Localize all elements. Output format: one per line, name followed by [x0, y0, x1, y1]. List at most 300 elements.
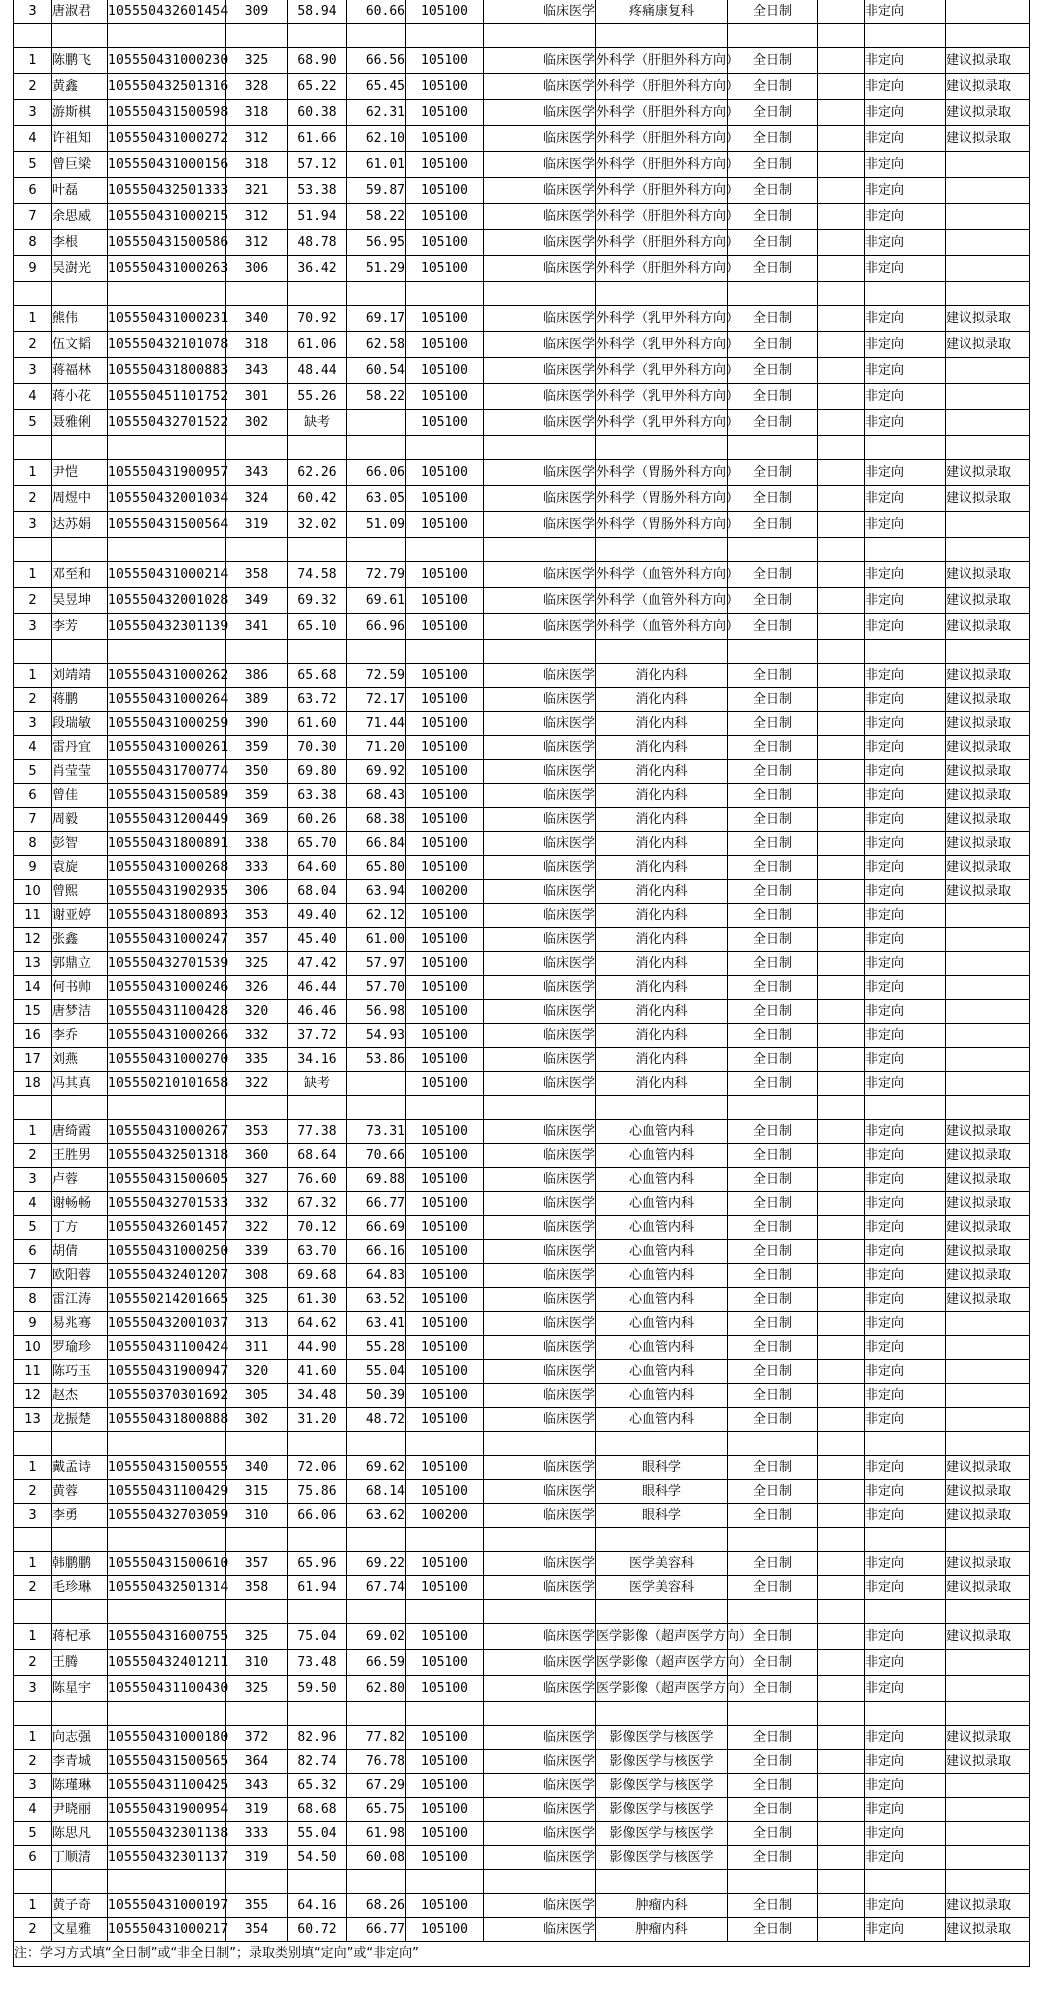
study-mode: 全日制 [728, 1216, 818, 1240]
row-number: 4 [14, 1192, 52, 1216]
retest-score: 64.16 [288, 1894, 347, 1918]
initial-score: 358 [226, 562, 288, 588]
total-score: 76.78 [347, 1750, 406, 1774]
retest-score: 64.60 [288, 856, 347, 880]
empty-cell [484, 538, 596, 562]
empty-cell [818, 1750, 865, 1774]
retest-score: 76.60 [288, 1168, 347, 1192]
empty-cell [728, 640, 818, 664]
retest-score: 69.68 [288, 1264, 347, 1288]
initial-score: 324 [226, 486, 288, 512]
empty-cell [818, 1384, 865, 1408]
empty-cell [288, 1870, 347, 1894]
exam-id: 105550432703059 [108, 1504, 226, 1528]
empty-cell [108, 1702, 226, 1726]
table-row [14, 1676, 1030, 1702]
major-code: 105100 [406, 1774, 484, 1798]
study-mode: 全日制 [728, 384, 818, 410]
total-score: 63.41 [347, 1312, 406, 1336]
student-name: 袁旋 [52, 856, 108, 880]
retest-score: 61.60 [288, 712, 347, 736]
empty-cell [728, 538, 818, 562]
study-mode: 全日制 [728, 880, 818, 904]
department: 临床医学 [484, 48, 596, 74]
exam-id: 105550431500564 [108, 512, 226, 538]
empty-cell [818, 1726, 865, 1750]
admission-category: 非定向 [865, 178, 946, 204]
row-number: 3 [14, 1504, 52, 1528]
study-mode: 全日制 [728, 1894, 818, 1918]
department: 临床医学 [484, 410, 596, 436]
admission-category: 非定向 [865, 1624, 946, 1650]
student-name: 游斯棋 [52, 100, 108, 126]
row-number: 2 [14, 688, 52, 712]
exam-id: 105550431900947 [108, 1360, 226, 1384]
department: 临床医学 [484, 358, 596, 384]
initial-score: 353 [226, 904, 288, 928]
department: 临床医学 [484, 1774, 596, 1798]
group-separator-row [14, 282, 1030, 306]
admission-category: 非定向 [865, 1336, 946, 1360]
major-direction: 消化内科 [596, 856, 728, 880]
major-code: 105100 [406, 74, 484, 100]
table-row [14, 952, 1030, 976]
retest-score: 68.68 [288, 1798, 347, 1822]
admission-category: 非定向 [865, 1120, 946, 1144]
student-name: 谢畅畅 [52, 1192, 108, 1216]
major-direction: 疼痛康复科 [596, 0, 728, 24]
total-score: 50.39 [347, 1384, 406, 1408]
exam-id: 105550431800888 [108, 1408, 226, 1432]
retest-score: 36.42 [288, 256, 347, 282]
department: 临床医学 [484, 1456, 596, 1480]
admission-category: 非定向 [865, 832, 946, 856]
row-number: 2 [14, 1650, 52, 1676]
row-number: 1 [14, 664, 52, 688]
department: 临床医学 [484, 1024, 596, 1048]
major-direction: 影像医学与核医学 [596, 1750, 728, 1774]
student-name: 唐梦洁 [52, 1000, 108, 1024]
student-name: 陈巧玉 [52, 1360, 108, 1384]
admission-category: 非定向 [865, 230, 946, 256]
department: 临床医学 [484, 856, 596, 880]
total-score: 53.86 [347, 1048, 406, 1072]
empty-cell [14, 1528, 52, 1552]
department: 临床医学 [484, 1384, 596, 1408]
study-mode: 全日制 [728, 1048, 818, 1072]
empty-cell [818, 0, 865, 24]
admission-category: 非定向 [865, 614, 946, 640]
empty-cell [14, 1432, 52, 1456]
admission-category: 非定向 [865, 306, 946, 332]
empty-cell [52, 1432, 108, 1456]
major-code: 105100 [406, 1216, 484, 1240]
empty-cell [818, 1096, 865, 1120]
initial-score: 322 [226, 1216, 288, 1240]
total-score: 66.84 [347, 832, 406, 856]
student-name: 戴孟诗 [52, 1456, 108, 1480]
major-direction: 医学影像（超声医学方向） [596, 1676, 728, 1702]
department: 临床医学 [484, 1144, 596, 1168]
empty-cell [14, 24, 52, 48]
group-separator-row [14, 1096, 1030, 1120]
empty-cell [347, 1702, 406, 1726]
retest-score: 73.48 [288, 1650, 347, 1676]
initial-score: 319 [226, 1798, 288, 1822]
empty-cell [818, 282, 865, 306]
major-direction: 消化内科 [596, 664, 728, 688]
major-code: 105100 [406, 1072, 484, 1096]
admission-recommendation: 建议拟录取 [946, 74, 1030, 100]
study-mode: 全日制 [728, 588, 818, 614]
study-mode: 全日制 [728, 1846, 818, 1870]
major-direction: 医学影像（超声医学方向） [596, 1624, 728, 1650]
student-name: 向志强 [52, 1726, 108, 1750]
study-mode: 全日制 [728, 1676, 818, 1702]
admission-recommendation: 建议拟录取 [946, 712, 1030, 736]
exam-id: 105550431900954 [108, 1798, 226, 1822]
empty-cell [288, 1096, 347, 1120]
major-direction: 心血管内科 [596, 1384, 728, 1408]
admission-recommendation [946, 1072, 1030, 1096]
admission-category: 非定向 [865, 1312, 946, 1336]
major-code: 105100 [406, 256, 484, 282]
retest-score: 64.62 [288, 1312, 347, 1336]
table-row [14, 1822, 1030, 1846]
row-number: 2 [14, 1480, 52, 1504]
table-row [14, 1264, 1030, 1288]
table-row [14, 178, 1030, 204]
empty-cell [484, 640, 596, 664]
empty-cell [946, 1702, 1030, 1726]
retest-score: 65.32 [288, 1774, 347, 1798]
empty-cell [52, 24, 108, 48]
total-score: 66.56 [347, 48, 406, 74]
major-code: 105100 [406, 614, 484, 640]
major-code: 105100 [406, 1650, 484, 1676]
row-number: 3 [14, 614, 52, 640]
study-mode: 全日制 [728, 1624, 818, 1650]
empty-cell [818, 1048, 865, 1072]
empty-cell [108, 538, 226, 562]
row-number: 13 [14, 952, 52, 976]
empty-cell [406, 1432, 484, 1456]
empty-cell [406, 436, 484, 460]
empty-cell [347, 1096, 406, 1120]
major-direction: 消化内科 [596, 832, 728, 856]
empty-cell [818, 1288, 865, 1312]
empty-cell [596, 538, 728, 562]
study-mode: 全日制 [728, 332, 818, 358]
student-name: 韩鹏鹏 [52, 1552, 108, 1576]
admission-recommendation [946, 1384, 1030, 1408]
department: 临床医学 [484, 688, 596, 712]
student-name: 曾佳 [52, 784, 108, 808]
study-mode: 全日制 [728, 1774, 818, 1798]
empty-cell [946, 1096, 1030, 1120]
admission-category: 非定向 [865, 1552, 946, 1576]
student-name: 李乔 [52, 1024, 108, 1048]
admission-recommendation [946, 1798, 1030, 1822]
initial-score: 312 [226, 204, 288, 230]
department: 临床医学 [484, 832, 596, 856]
table-body [14, 0, 1030, 1967]
exam-id: 105550431000261 [108, 736, 226, 760]
student-name: 郭鼎立 [52, 952, 108, 976]
empty-cell [52, 436, 108, 460]
department: 临床医学 [484, 100, 596, 126]
major-code: 105100 [406, 1024, 484, 1048]
empty-cell [347, 282, 406, 306]
empty-cell [818, 1144, 865, 1168]
exam-id: 105550431000156 [108, 152, 226, 178]
table-row [14, 808, 1030, 832]
admission-recommendation [946, 178, 1030, 204]
study-mode: 全日制 [728, 512, 818, 538]
major-direction: 消化内科 [596, 1072, 728, 1096]
table-row [14, 588, 1030, 614]
major-code: 105100 [406, 1750, 484, 1774]
empty-cell [818, 1432, 865, 1456]
student-name: 刘燕 [52, 1048, 108, 1072]
empty-cell [818, 178, 865, 204]
department: 临床医学 [484, 1192, 596, 1216]
empty-cell [52, 1096, 108, 1120]
student-name: 许祖知 [52, 126, 108, 152]
initial-score: 320 [226, 1000, 288, 1024]
student-name: 蒋鹏 [52, 688, 108, 712]
major-code: 105100 [406, 1408, 484, 1432]
major-direction: 外科学（乳甲外科方向） [596, 332, 728, 358]
empty-cell [946, 1432, 1030, 1456]
admission-recommendation: 建议拟录取 [946, 736, 1030, 760]
retest-score: 65.96 [288, 1552, 347, 1576]
admission-category: 非定向 [865, 1918, 946, 1942]
major-code: 105100 [406, 152, 484, 178]
exam-id: 105550432401207 [108, 1264, 226, 1288]
table-row [14, 1024, 1030, 1048]
study-mode: 全日制 [728, 306, 818, 332]
table-row [14, 486, 1030, 512]
initial-score: 312 [226, 126, 288, 152]
major-direction: 影像医学与核医学 [596, 1726, 728, 1750]
empty-cell [347, 436, 406, 460]
admission-recommendation: 建议拟录取 [946, 486, 1030, 512]
major-code: 105100 [406, 486, 484, 512]
study-mode: 全日制 [728, 832, 818, 856]
exam-id: 105550432401211 [108, 1650, 226, 1676]
row-number: 4 [14, 1798, 52, 1822]
empty-cell [818, 952, 865, 976]
major-direction: 消化内科 [596, 1048, 728, 1072]
empty-cell [865, 1528, 946, 1552]
total-score: 69.22 [347, 1552, 406, 1576]
empty-cell [406, 24, 484, 48]
table-row [14, 1216, 1030, 1240]
admission-category: 非定向 [865, 204, 946, 230]
admission-recommendation [946, 1650, 1030, 1676]
table-row [14, 1750, 1030, 1774]
empty-cell [818, 588, 865, 614]
empty-cell [818, 1168, 865, 1192]
total-score: 66.77 [347, 1192, 406, 1216]
exam-id: 105550432101078 [108, 332, 226, 358]
table-row [14, 126, 1030, 152]
empty-cell [818, 306, 865, 332]
total-score [347, 410, 406, 436]
study-mode: 全日制 [728, 358, 818, 384]
empty-cell [818, 664, 865, 688]
empty-cell [818, 1408, 865, 1432]
major-direction: 肿瘤内科 [596, 1918, 728, 1942]
exam-id: 105550431500598 [108, 100, 226, 126]
empty-cell [596, 24, 728, 48]
retest-score: 32.02 [288, 512, 347, 538]
admission-recommendation: 建议拟录取 [946, 332, 1030, 358]
initial-score: 333 [226, 1822, 288, 1846]
department: 临床医学 [484, 332, 596, 358]
initial-score: 357 [226, 928, 288, 952]
student-name: 王腾 [52, 1650, 108, 1676]
admission-recommendation: 建议拟录取 [946, 1240, 1030, 1264]
retest-score: 75.86 [288, 1480, 347, 1504]
exam-id: 105550431000231 [108, 306, 226, 332]
admission-category: 非定向 [865, 1408, 946, 1432]
exam-id: 105550432301137 [108, 1846, 226, 1870]
total-score: 70.66 [347, 1144, 406, 1168]
empty-cell [818, 1120, 865, 1144]
initial-score: 338 [226, 832, 288, 856]
total-score: 63.52 [347, 1288, 406, 1312]
empty-cell [818, 126, 865, 152]
empty-cell [484, 1870, 596, 1894]
initial-score: 353 [226, 1120, 288, 1144]
empty-cell [226, 1432, 288, 1456]
exam-id: 105550432701539 [108, 952, 226, 976]
empty-cell [818, 230, 865, 256]
student-name: 伍文韬 [52, 332, 108, 358]
study-mode: 全日制 [728, 1384, 818, 1408]
major-direction: 眼科学 [596, 1456, 728, 1480]
admission-recommendation [946, 976, 1030, 1000]
department: 临床医学 [484, 1000, 596, 1024]
row-number: 10 [14, 880, 52, 904]
exam-id: 105550432501333 [108, 178, 226, 204]
exam-id: 105550432701522 [108, 410, 226, 436]
table-row [14, 230, 1030, 256]
admission-recommendation [946, 904, 1030, 928]
study-mode: 全日制 [728, 760, 818, 784]
empty-cell [865, 1702, 946, 1726]
total-score: 61.00 [347, 928, 406, 952]
table-row [14, 204, 1030, 230]
initial-score: 302 [226, 410, 288, 436]
admission-recommendation [946, 1846, 1030, 1870]
student-name: 李根 [52, 230, 108, 256]
exam-id: 105550432301138 [108, 1822, 226, 1846]
empty-cell [818, 1528, 865, 1552]
initial-score: 364 [226, 1750, 288, 1774]
department: 临床医学 [484, 486, 596, 512]
empty-cell [818, 1312, 865, 1336]
empty-cell [406, 1600, 484, 1624]
group-separator-row [14, 1870, 1030, 1894]
study-mode: 全日制 [728, 1552, 818, 1576]
department: 临床医学 [484, 1360, 596, 1384]
retest-score: 48.78 [288, 230, 347, 256]
admission-recommendation [946, 952, 1030, 976]
major-code: 105100 [406, 1312, 484, 1336]
empty-cell [347, 1432, 406, 1456]
initial-score: 340 [226, 306, 288, 332]
student-name: 李青城 [52, 1750, 108, 1774]
total-score: 60.08 [347, 1846, 406, 1870]
table-row [14, 1408, 1030, 1432]
major-code: 105100 [406, 856, 484, 880]
empty-cell [226, 282, 288, 306]
row-number: 9 [14, 256, 52, 282]
exam-id: 105550432601457 [108, 1216, 226, 1240]
admission-category: 非定向 [865, 358, 946, 384]
student-name: 张鑫 [52, 928, 108, 952]
row-number: 1 [14, 306, 52, 332]
admission-category: 非定向 [865, 760, 946, 784]
table-row [14, 1918, 1030, 1942]
empty-cell [818, 1624, 865, 1650]
row-number: 2 [14, 1144, 52, 1168]
study-mode: 全日制 [728, 1360, 818, 1384]
department: 临床医学 [484, 1408, 596, 1432]
exam-id: 105550432001028 [108, 588, 226, 614]
exam-id: 105550431500555 [108, 1456, 226, 1480]
study-mode: 全日制 [728, 1000, 818, 1024]
empty-cell [818, 562, 865, 588]
study-mode: 全日制 [728, 1264, 818, 1288]
admission-category: 非定向 [865, 736, 946, 760]
exam-id: 105550431000266 [108, 1024, 226, 1048]
row-number: 4 [14, 736, 52, 760]
empty-cell [52, 1528, 108, 1552]
exam-id: 105550431000180 [108, 1726, 226, 1750]
total-score: 69.88 [347, 1168, 406, 1192]
major-direction: 心血管内科 [596, 1216, 728, 1240]
empty-cell [728, 1702, 818, 1726]
total-score: 68.26 [347, 1894, 406, 1918]
admission-category: 非定向 [865, 1480, 946, 1504]
admission-recommendation: 建议拟录取 [946, 1120, 1030, 1144]
student-name: 肖莹莹 [52, 760, 108, 784]
student-name: 陈星宇 [52, 1676, 108, 1702]
admission-category: 非定向 [865, 1650, 946, 1676]
empty-cell [818, 1360, 865, 1384]
retest-score: 58.94 [288, 0, 347, 24]
major-direction: 外科学（肝胆外科方向） [596, 74, 728, 100]
row-number: 8 [14, 832, 52, 856]
empty-cell [818, 1480, 865, 1504]
table-row [14, 306, 1030, 332]
department: 临床医学 [484, 1576, 596, 1600]
department: 临床医学 [484, 614, 596, 640]
exam-id: 105550431600755 [108, 1624, 226, 1650]
table-row [14, 688, 1030, 712]
empty-cell [818, 1264, 865, 1288]
table-row [14, 784, 1030, 808]
student-name: 黄子奇 [52, 1894, 108, 1918]
retest-score: 60.72 [288, 1918, 347, 1942]
exam-id: 105550432001037 [108, 1312, 226, 1336]
initial-score: 322 [226, 1072, 288, 1096]
row-number: 17 [14, 1048, 52, 1072]
